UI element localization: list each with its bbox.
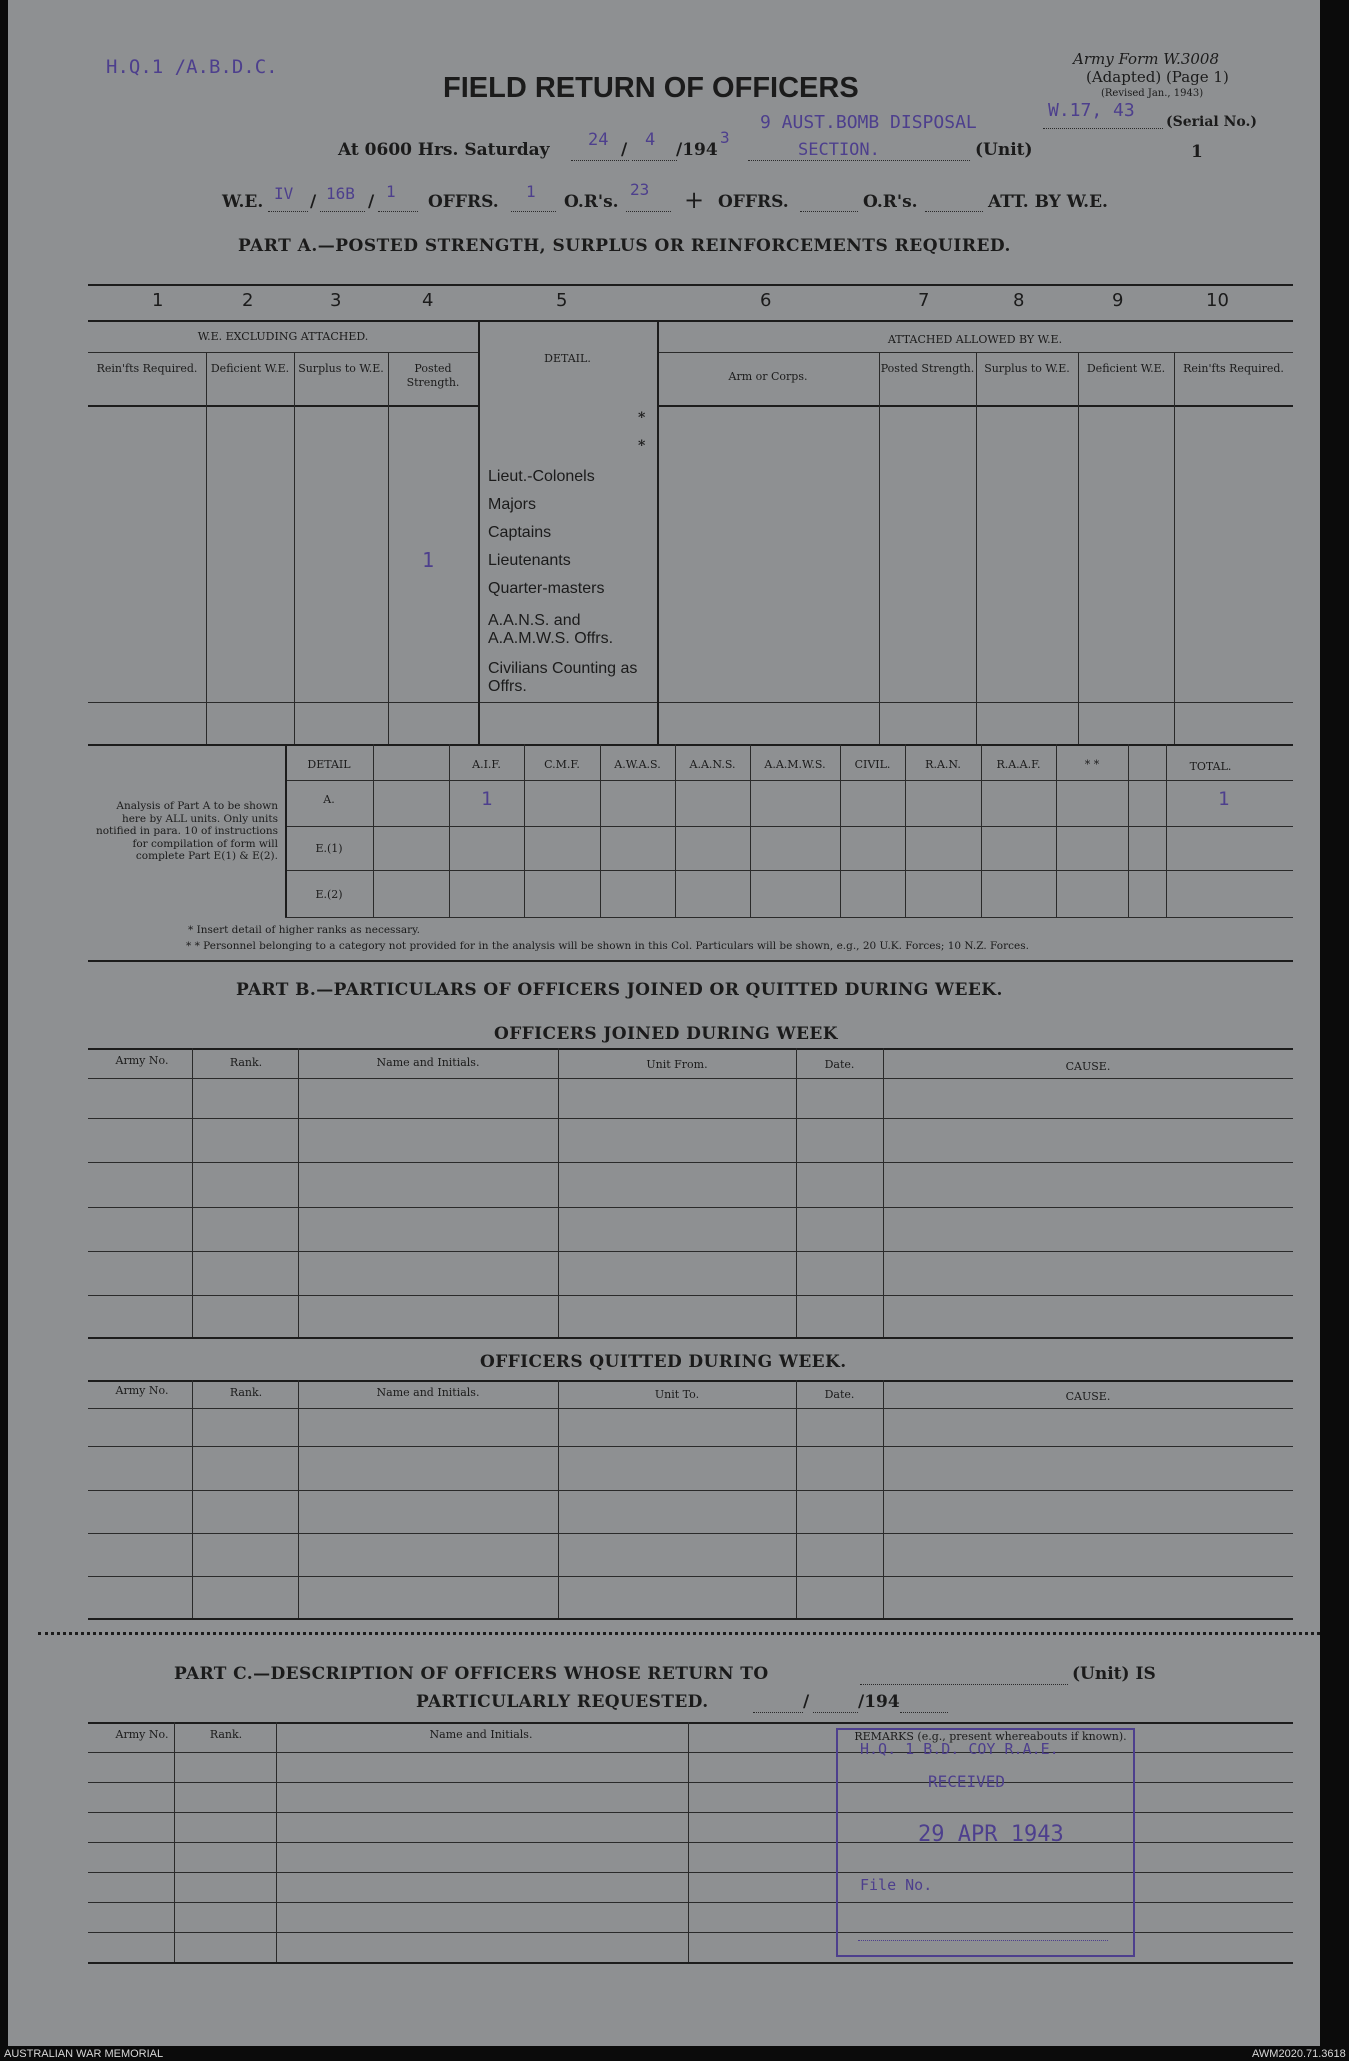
hq-code: H.Q.1 /A.B.D.C. [106,56,278,78]
header-arm-corps: Arm or Corps. [728,370,808,383]
offrs-value: 1 [526,182,536,201]
rank-civilians: Civilians Counting as Offrs. [488,660,638,695]
form-id: Army Form W.3008 [1073,50,1219,68]
joined-header-army-no: Army No. [115,1054,169,1067]
rank-quarter-masters: Quarter-masters [488,580,605,597]
offrs-label-2: OFFRS. [718,192,789,212]
analysis-header-cmf: C.M.F. [544,758,580,771]
serial-label: (Serial No.) [1166,114,1257,130]
analysis-row-e2: E.(2) [315,888,343,901]
joined-header-date: Date. [824,1058,855,1071]
col-num-4: 4 [422,290,434,311]
year-suffix: 3 [720,128,730,147]
part-c-header-rank: Rank. [209,1728,243,1741]
stamp-file-label: File No. [860,1876,933,1894]
quitted-header-rank: Rank. [229,1386,263,1399]
ors-value: 23 [630,180,650,199]
quitted-header-army-no: Army No. [115,1384,169,1397]
date-day: 24 [588,130,609,150]
col-num-8: 8 [1013,290,1025,311]
footnote-1: * Insert detail of higher ranks as necessary. [188,924,420,936]
quitted-header-name: Name and Initials. [376,1386,480,1399]
col-num-5: 5 [556,290,568,311]
quitted-header-cause: CAUSE. [1065,1390,1111,1403]
part-c-header-army-no: Army No. [115,1728,169,1741]
asterisk-1: * [638,410,646,426]
analysis-total-value: 1 [1218,788,1230,810]
analysis-note: Analysis of Part A to be shown here by ALL units. Only units notified in para. 10 of instructions for compilation of form will complete Part E(1) & E(2). [95,800,278,862]
stamp-received: RECEIVED [928,1772,1006,1791]
lieutenants-posted-value: 1 [422,548,435,572]
unit-handwritten-2: SECTION. [798,140,880,160]
analysis-header-civil: CIVIL. [854,758,891,771]
we-label: W.E. [222,192,264,212]
date-month: 4 [645,130,656,150]
att-label: ATT. BY W.E. [988,192,1108,212]
we-value-1: IV [274,184,294,203]
quitted-header-unit-to: Unit To. [654,1388,700,1401]
part-c-unit-is: (Unit) IS [1072,1664,1156,1684]
ors-label: O.R's. [564,192,619,212]
analysis-aif-value: 1 [481,788,493,810]
analysis-row-e1: E.(1) [315,842,343,855]
part-c-heading-2: PARTICULARLY REQUESTED. [416,1692,709,1712]
header-att-deficient: Deficient W.E. [1086,362,1166,375]
year-prefix: /194 [676,140,718,160]
quitted-heading: OFFICERS QUITTED DURING WEEK. [480,1352,847,1372]
joined-heading: OFFICERS JOINED DURING WEEK [494,1024,838,1044]
joined-header-cause: CAUSE. [1065,1060,1111,1073]
header-posted: Posted Strength. [406,362,460,389]
analysis-header-raaf: R.A.A.F. [996,758,1041,771]
part-c-heading: PART C.—DESCRIPTION OF OFFICERS WHOSE RETURN TO [174,1664,769,1684]
part-c-header-remarks: REMARKS (e.g., present whereabouts if known). [854,1730,1127,1743]
header-att-posted: Posted Strength. [880,362,975,375]
col-num-3: 3 [330,290,342,311]
col-num-6: 6 [760,290,772,311]
we-value-3: 1 [386,182,396,201]
unit-handwritten-1: 9 AUST.BOMB DISPOSAL [760,112,977,133]
header-att-reinfts: Rein'fts Required. [1183,362,1284,375]
joined-header-rank: Rank. [229,1056,263,1069]
header-reinfts: Rein'fts Required. [96,362,198,375]
analysis-row-a: A. [323,793,335,806]
header-surplus: Surplus to W.E. [298,362,384,375]
joined-header-name: Name and Initials. [376,1056,480,1069]
rank-majors: Majors [488,496,537,513]
unit-label: (Unit) [975,140,1033,160]
serial-mark: 1 [1191,142,1203,162]
ors-label-2: O.R's. [863,192,918,212]
col-num-7: 7 [918,290,930,311]
form-sheet: H.Q.1 /A.B.D.C. Army Form W.3008 (Adapted) (Page 1) (Revised Jan., 1943) FIELD RETURN OF OFFICERS At 0600 Hrs. Saturday 24 / 4 /194 3 9 AUST.BOMB DISPOSAL SECTION. (Unit) W.17, 43 (Serial No.) 1 W.E. IV / 16B / 1 OFFRS. 1 O.R's. 23 + OFFRS. O.R's. ATT. BY W.E. PART A.—POSTED STRENGTH, SURPLUS OR REINFORCEMENTS REQUIRED. 1 2 3 4 5 6 7 8 9 10 W.E. EXCLUDING ATTACHED. ATTACHED ALLOWED BY W.E. DETAIL. Rein'fts Required. Deficient W.E. Surplus to W.E. Posted Strength. Arm or Corps. Posted Strength. Surplus to W.E. Deficient W.E. Rein'fts Required. * * Lieut.-Colonels Majors Captains Lieutenants Quarter-masters A.A.N.S. and A.A.M.W.S. Offrs. Civilians Counting as Offrs. 1 Analysis of Part A to be shown here by ALL units. Only units notified in para. 10 of instructions for compilation of form will complete Part E(1) & E(2). DETAIL A.I.F. C.M.F. A.W.A.S. A.A.N.S. A.A.M.W.S. CIVIL. R.A.N. R.A.A.F. * * TOTAL. A. E.(1) E.(2) 1 1 * Insert detail of higher ranks as necessary. * * Personnel belonging to a category not provided for in the analysis will be shown in this Col. Particulars will be shown, e.g., 20 U.K. Forces; 10 N.Z. Forces. PART B.—PARTICULARS OF OFFICERS JOINED OR QUITTED DURING WEEK. OFFICERS JOINED DURING WEEK Army No. Rank. Name and Initials. Unit From. Date. CAUSE. OFFICERS QUITTED DURING WEEK. Army No. Rank. Name and Initials. Unit To. Date. CAUSE. PART C.—DESCRIPTION OF OFFICERS WHOSE RETURN TO (Unit) IS PARTICULARLY REQUESTED. / /194 Army No. Rank. Name and Initials. REMARKS (e.g., present whereabouts if known). H.Q. 1 B.D. COY R.A.E. RECEIVED 29 APR 1943 File No. [8,0,1320,2046]
footer-left: AUSTRALIAN WAR MEMORIAL [4,2048,164,2060]
footer-right: AWM2020.71.3618 [1252,2048,1346,2060]
footnote-2: * * Personnel belonging to a category not provided for in the analysis will be shown in this Col. Particulars will be shown, e.g., 20 U.K. Forces; 10 N.Z. Forces. [186,940,1029,952]
analysis-header-total: TOTAL. [1189,760,1232,773]
attached-allowed-label: ATTACHED ALLOWED BY W.E. [887,333,1063,346]
col-num-10: 10 [1206,290,1229,311]
form-revised: (Revised Jan., 1943) [1101,88,1204,99]
col-num-1: 1 [152,290,164,311]
rank-lieut-colonels: Lieut.-Colonels [488,468,595,485]
we-value-2: 16B [326,184,355,203]
analysis-header-awas: A.W.A.S. [614,758,661,771]
we-excluding-label: W.E. EXCLUDING ATTACHED. [197,330,369,343]
stamp-line-1: H.Q. 1 B.D. COY R.A.E. [860,1740,1059,1758]
received-stamp [836,1728,1135,1957]
part-a-heading: PART A.—POSTED STRENGTH, SURPLUS OR REINFORCEMENTS REQUIRED. [238,236,1011,256]
analysis-header-aamws: A.A.M.W.S. [764,758,826,771]
form-adapted: (Adapted) (Page 1) [1086,68,1229,86]
asterisk-2: * [638,438,646,454]
offrs-label: OFFRS. [428,192,499,212]
col-num-2: 2 [242,290,254,311]
header-att-surplus: Surplus to W.E. [984,362,1070,375]
analysis-header-other: * * [1084,758,1100,771]
detail-label: DETAIL. [544,352,591,365]
stamp-date: 29 APR 1943 [918,1822,1064,1847]
part-c-header-name: Name and Initials. [429,1728,533,1741]
analysis-header-aif: A.I.F. [472,758,501,771]
joined-header-unit-from: Unit From. [646,1058,708,1071]
analysis-header-detail: DETAIL [307,758,351,771]
analysis-header-ran: R.A.N. [925,758,961,771]
rank-lieutenants: Lieutenants [488,552,571,569]
serial-handwritten: W.17, 43 [1048,100,1135,121]
quitted-header-date: Date. [824,1388,855,1401]
part-b-heading: PART B.—PARTICULARS OF OFFICERS JOINED OR QUITTED DURING WEEK. [236,980,1003,1000]
plus-sign: + [684,186,705,214]
analysis-header-aans: A.A.N.S. [689,758,736,771]
rank-aans: A.A.N.S. and A.A.M.W.S. Offrs. [488,612,614,647]
rank-captains: Captains [488,524,552,541]
part-c-year: /194 [858,1692,900,1712]
col-num-9: 9 [1112,290,1124,311]
header-deficient: Deficient W.E. [210,362,290,375]
page-title: FIELD RETURN OF OFFICERS [443,72,859,104]
time-label: At 0600 Hrs. Saturday [338,140,550,160]
